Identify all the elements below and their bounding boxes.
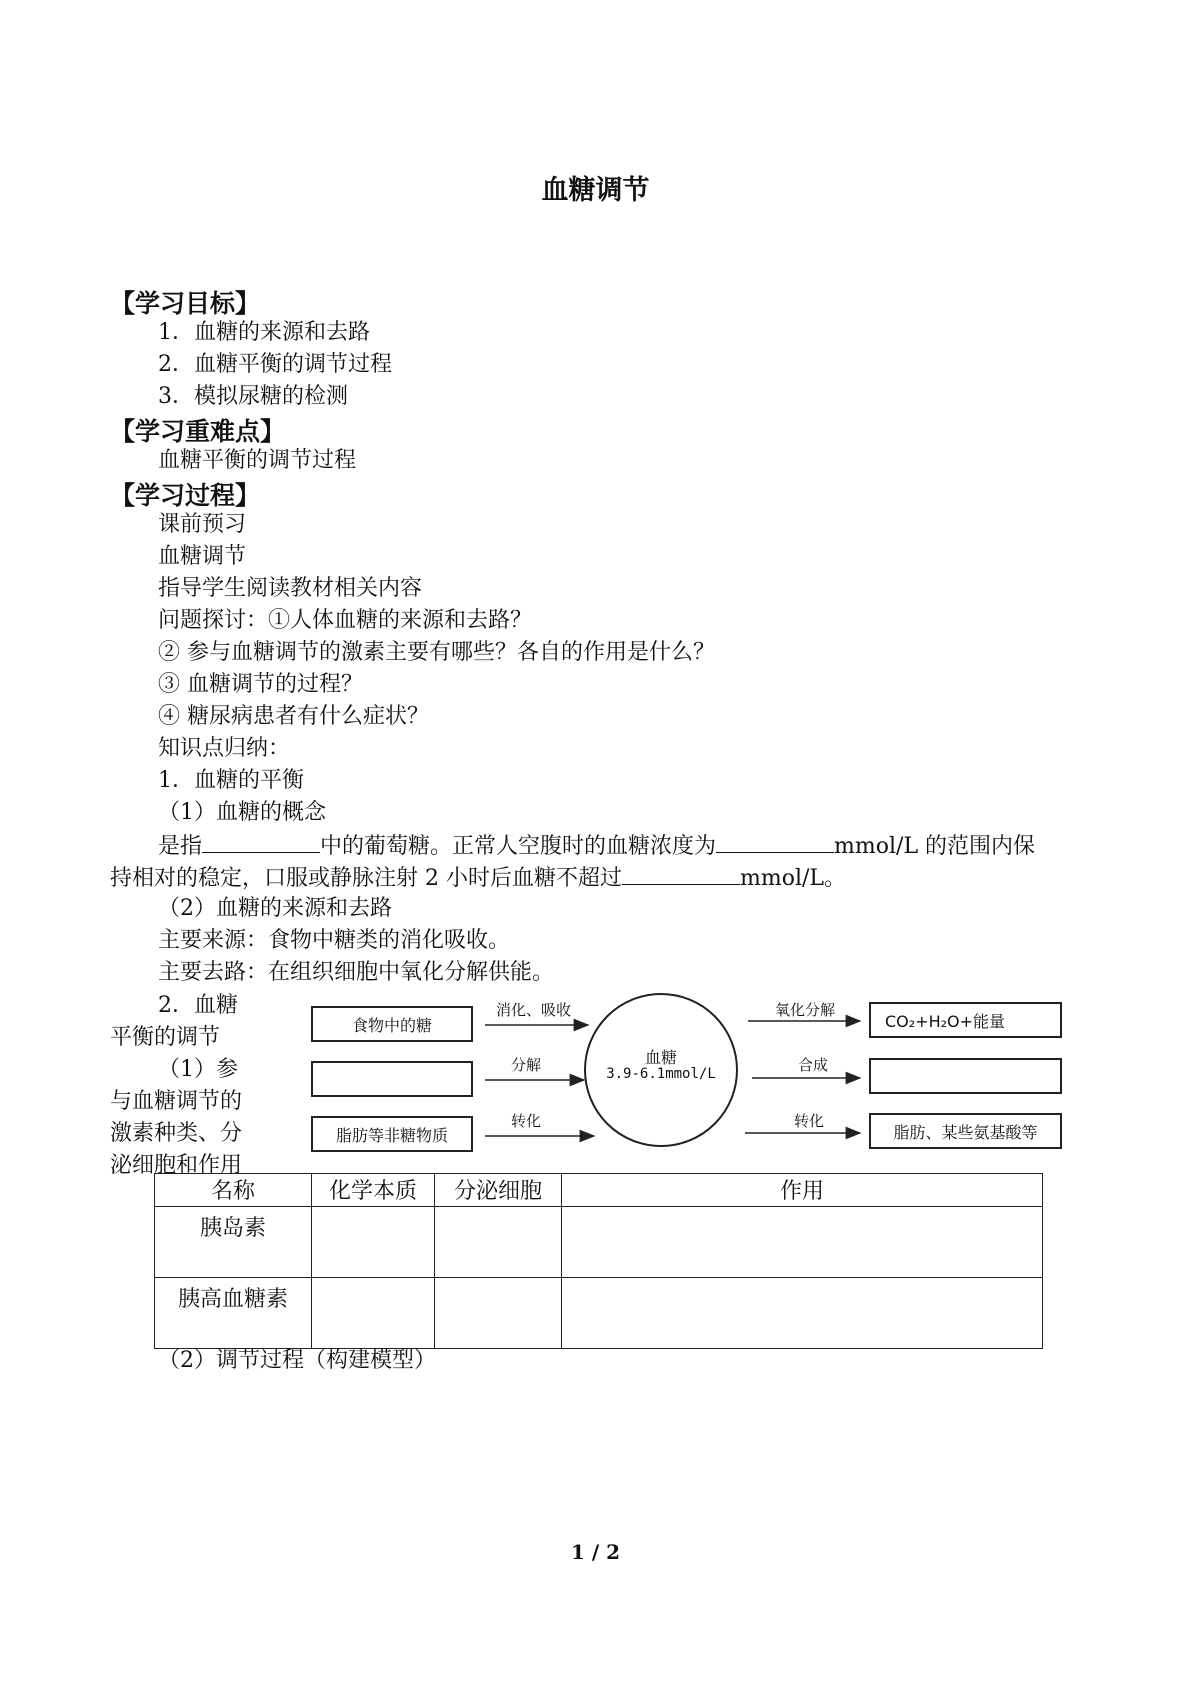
- concept-line-2: 持相对的稳定，口服或静脉注射 2 小时后血糖不超过 mmol/L。: [110, 862, 846, 894]
- concept-line-1: 是指 中的葡萄糖。正常人空腹时的血糖浓度为 mmol/L 的范围内保: [158, 830, 1035, 862]
- key-heading: 【学习重难点】: [110, 417, 286, 446]
- question-line: ④ 糖尿病患者有什么症状？: [158, 704, 429, 729]
- process-line: （1）血糖的概念: [158, 800, 326, 825]
- process-line: 1．血糖的平衡: [158, 768, 304, 793]
- process-line: 课前预习: [158, 512, 247, 537]
- blood-glucose-range: 3.9-6.1mmol/L: [606, 1066, 716, 1082]
- table-header-row: [155, 1174, 1043, 1207]
- fat-amino-box: 脂肪、某些氨基酸等: [869, 1113, 1062, 1149]
- col-header-chemistry: 化学本质: [312, 1174, 435, 1207]
- decompose-label: 分解: [511, 1056, 542, 1074]
- digestion-absorption-label: 消化、吸收: [496, 1001, 572, 1019]
- table-cell[interactable]: [562, 1207, 1043, 1278]
- table-row: [155, 1207, 1043, 1278]
- table-row: [155, 1278, 1043, 1349]
- main-source: 主要来源：食物中糖类的消化吸收。: [158, 928, 511, 953]
- objective-item: 1．血糖的来源和去路: [158, 320, 370, 345]
- main-sink: 主要去路：在组织细胞中氧化分解供能。: [158, 960, 555, 985]
- page-number: 1 / 2: [570, 1540, 621, 1564]
- food-sugar-box: 食物中的糖: [311, 1006, 473, 1042]
- table-cell[interactable]: [435, 1207, 562, 1278]
- col-header-secreting-cell: 分泌细胞: [435, 1174, 562, 1207]
- process-heading: 【学习过程】: [110, 481, 261, 510]
- balance-wrap-text: 2．血糖 平衡的调节 （1）参 与血糖调节的 激素种类、分 泌细胞和作用: [110, 993, 243, 1178]
- page-title: 血糖调节: [541, 175, 650, 206]
- objectives-heading: 【学习目标】: [110, 289, 261, 318]
- col-header-name: 名称: [155, 1174, 312, 1207]
- objective-item: 2．血糖平衡的调节过程: [158, 352, 392, 377]
- convert-label: 转化: [511, 1112, 542, 1130]
- process-line: 知识点归纳：: [158, 736, 291, 761]
- convert-right-label: 转化: [794, 1112, 825, 1130]
- question-line: ③ 血糖调节的过程？: [158, 672, 363, 697]
- key-text: 血糖平衡的调节过程: [158, 448, 357, 473]
- col-header-function: 作用: [562, 1174, 1043, 1207]
- synthesis-label: 合成: [798, 1056, 829, 1074]
- regulation-process-heading: （2）调节过程（构建模型）: [158, 1348, 436, 1373]
- blood-glucose-label: 血糖: [644, 1048, 677, 1067]
- non-sugar-box: 脂肪等非糖物质: [311, 1116, 473, 1152]
- energy-box: CO₂+H₂O+能量: [869, 1002, 1062, 1038]
- question-line: 问题探讨：①人体血糖的来源和去路？: [158, 608, 533, 633]
- objective-item: 3．模拟尿糖的检测: [158, 384, 348, 409]
- source-heading: （2）血糖的来源和去路: [158, 896, 392, 921]
- table-cell[interactable]: [312, 1278, 435, 1349]
- hormone-name: 胰岛素: [155, 1207, 312, 1278]
- hormone-table: [154, 1173, 1043, 1349]
- oxidation-label: 氧化分解: [775, 1001, 836, 1019]
- table-cell[interactable]: [435, 1278, 562, 1349]
- table-cell[interactable]: [562, 1278, 1043, 1349]
- process-line: 指导学生阅读教材相关内容: [158, 576, 423, 601]
- hormone-name: 胰高血糖素: [155, 1278, 312, 1349]
- question-line: ② 参与血糖调节的激素主要有哪些？各自的作用是什么？: [158, 640, 715, 665]
- process-line: 血糖调节: [158, 544, 247, 569]
- table-cell[interactable]: [312, 1207, 435, 1278]
